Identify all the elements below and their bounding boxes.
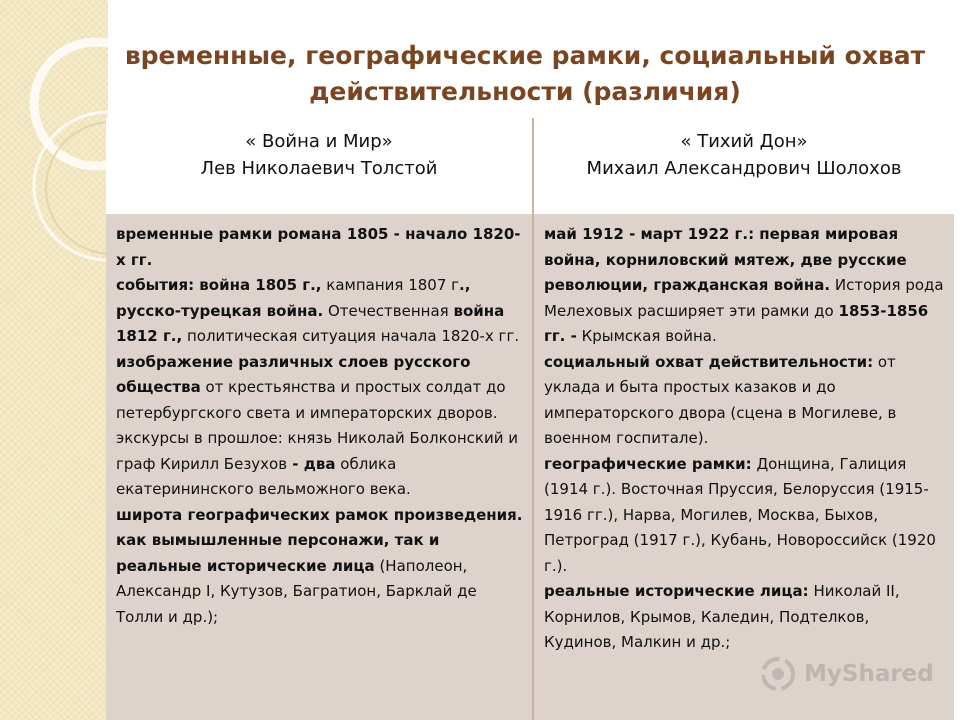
plain-text: облика екатерининского вельможного века. (116, 454, 411, 498)
bold-text: изображение различных слоев русского общества (116, 352, 471, 396)
cell-paragraph (544, 350, 946, 452)
header-cell-quiet-don (534, 118, 954, 214)
plain-text: Николай II, Корнилов, Крымов, Каледин, Подтелков, Кудинов, Малкин и др.; (544, 582, 900, 651)
bold-text: географические рамки: (544, 454, 752, 473)
book-title: « Война и Мир» (245, 131, 393, 152)
plain-text: от уклада и быта простых казаков и до императорского двора (сцена в Могилеве, в военном госпитале). (544, 352, 897, 447)
plain-text: кампания 1807 г (321, 276, 460, 294)
cell-paragraph (544, 452, 946, 580)
bold-text: русско-турецкая война. (116, 301, 324, 320)
plain-text: Крымская война. (576, 327, 717, 345)
table-header-row (106, 118, 954, 216)
cell-paragraph (116, 503, 524, 529)
cell-paragraph (544, 579, 946, 656)
plain-text: от крестьянства и простых солдат до петербургского света и императорских дворов. экскурсы в прошлое: князь Николай Болконский и граф Кирилл Безухов (116, 378, 518, 473)
header-cell-war-and-peace (106, 118, 532, 214)
table-cell-quiet-don (534, 214, 954, 720)
bold-text: события: война 1805 г., (116, 276, 322, 294)
bold-text: социальный охват действительности: (544, 352, 874, 371)
plain-text: . (514, 327, 520, 345)
bold-text: ., (459, 276, 471, 294)
plain-text: История рода Мелеховых расширяет эти рамки до (544, 276, 944, 320)
book-author: Лев Николаевич Толстой (200, 158, 438, 179)
watermark-text: MyShared (804, 661, 934, 687)
bold-text: временные рамки романа 1805 - начало 1820-х гг. (116, 225, 521, 269)
slide-title (110, 38, 940, 110)
plain-text: (Наполеон, Александр I, Кутузов, Багратион, Барклай де Толли и др.); (116, 556, 477, 626)
plain-text: Донщина, Галиция (1914 г.). Восточная Пруссия, Белоруссия (1915- 1916 гг.), Нарва, Могилев, Москва, Быхов, Петроград (1917 г.), Кубань, Новороссийск (1920 г.). (544, 454, 936, 575)
bold-text: война 1812 г., (116, 301, 505, 345)
bold-text: - два (287, 454, 336, 473)
cell-paragraph (116, 273, 524, 350)
bold-text: широта географических рамок произведения. (116, 505, 523, 524)
plain-text: Отечественная (323, 301, 449, 320)
table-cell-war-and-peace (106, 214, 532, 720)
bold-text: как вымышленные персонажи, так и реальные исторические лица (116, 531, 440, 575)
cell-paragraph (116, 350, 524, 503)
book-title: « Тихий Дон» (680, 131, 808, 152)
plain-text: политическая ситуация начала 1820-х гг (182, 327, 515, 345)
slide-title-line-1: временные, географические рамки, социальный охват (124, 41, 926, 70)
cell-paragraph (116, 222, 524, 273)
bold-text: 1853-1856 гг. - (544, 301, 929, 345)
cell-paragraph (544, 222, 946, 350)
bold-text: май 1912 - март 1922 г.: первая мировая война, корниловский мятеж, две русские революции, гражданская война. (544, 225, 907, 294)
bold-text: реальные исторические лица: (544, 582, 809, 600)
slide-title-line-2: действительности (различия) (309, 77, 741, 106)
watermark (760, 654, 940, 694)
cell-paragraph (116, 528, 524, 630)
book-author: Михаил Александрович Шолохов (586, 158, 902, 179)
myshared-logo-icon (760, 656, 796, 692)
